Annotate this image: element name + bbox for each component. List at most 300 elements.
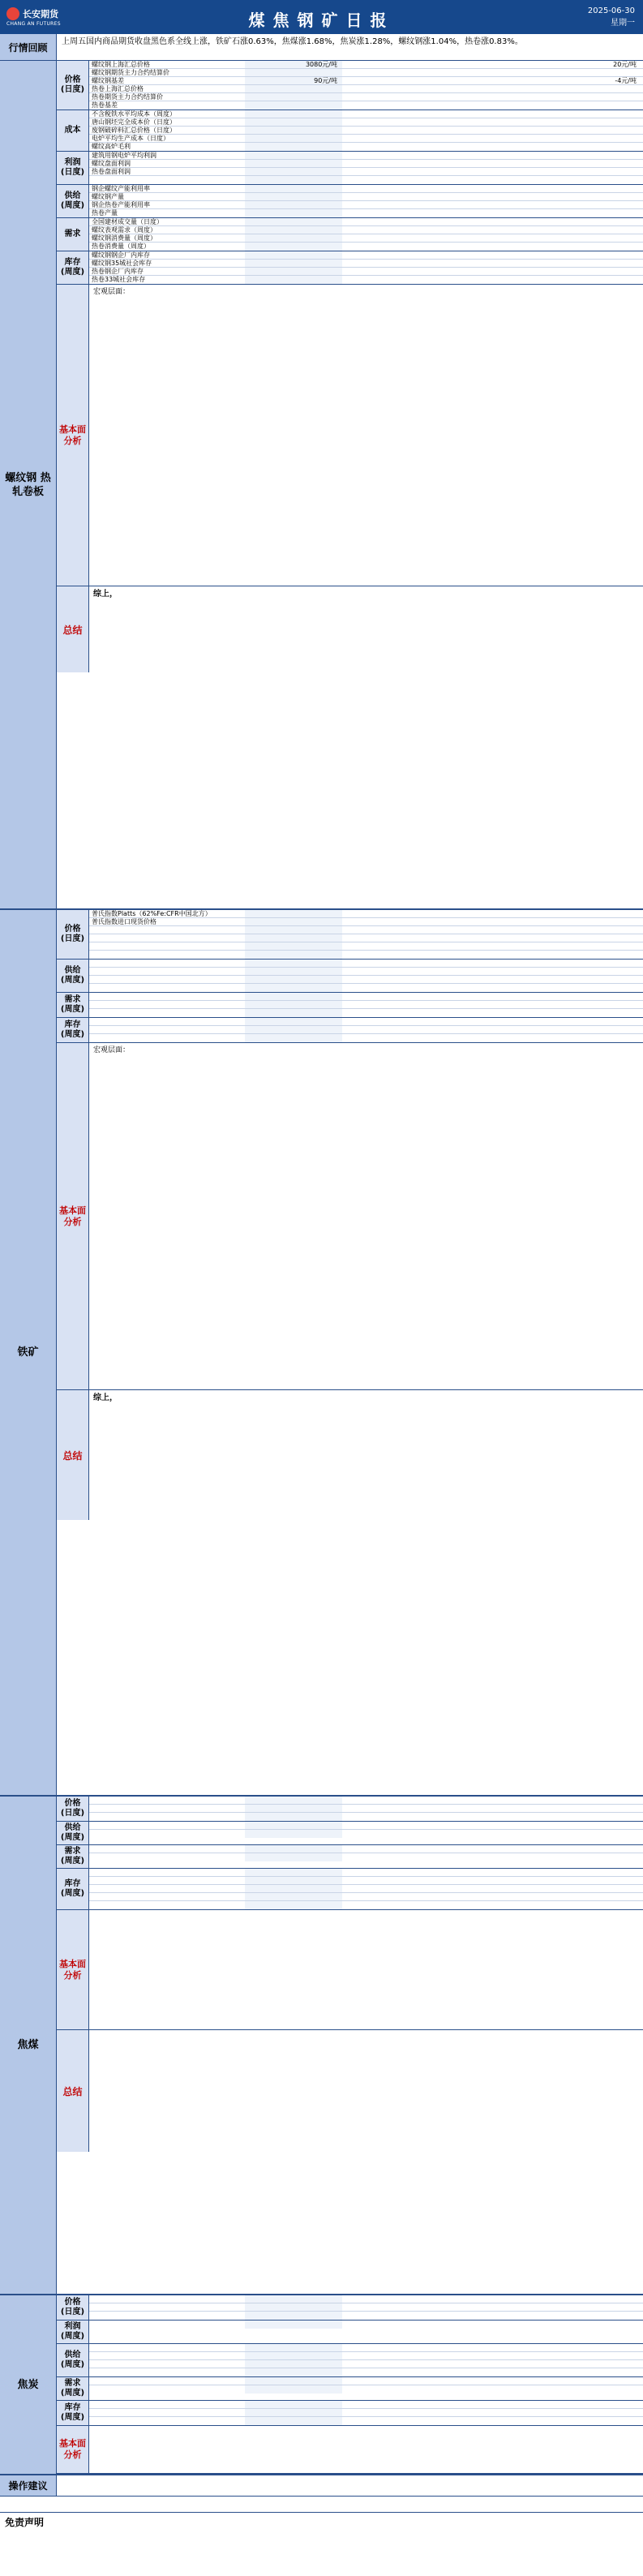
- indicator-name: [89, 2377, 245, 2385]
- indicator-name: [89, 960, 245, 967]
- indicator-change: [436, 984, 643, 992]
- indicator-change: [436, 218, 643, 225]
- indicator-change: [436, 1805, 643, 1812]
- indicator-row: [89, 942, 643, 951]
- indicator-row: [89, 193, 643, 201]
- group-category: 需求 (周度): [57, 1845, 89, 1868]
- indicator-group: [57, 1797, 643, 1822]
- analysis-label: 基本面 分析: [57, 285, 89, 586]
- indicator-trend: [342, 201, 436, 208]
- indicator-row: [89, 152, 643, 160]
- indicator-value: [245, 984, 342, 992]
- indicator-value: [245, 201, 342, 208]
- indicator-row: [89, 918, 643, 926]
- indicator-change: [436, 2295, 643, 2303]
- indicator-row: [89, 1901, 643, 1909]
- indicator-row: [89, 960, 643, 968]
- indicator-trend: [342, 1869, 436, 1876]
- analysis-label: 基本面 分析: [57, 1910, 89, 2029]
- indicator-change: [436, 1869, 643, 1876]
- indicator-trend: [342, 234, 436, 242]
- indicator-change: [436, 1813, 643, 1821]
- operation-advice: [0, 2475, 643, 2497]
- indicator-name: 钢企螺纹产能利用率: [92, 185, 150, 192]
- indicator-name: [89, 1797, 245, 1804]
- indicator-change: [436, 243, 643, 251]
- indicator-name: [89, 984, 245, 992]
- indicator-group: [57, 1869, 643, 1910]
- indicator-value: [245, 942, 342, 950]
- indicator-value: [245, 1822, 342, 1829]
- indicator-name: [89, 1034, 245, 1042]
- indicator-change: [436, 1009, 643, 1017]
- indicator-row: [89, 993, 643, 1001]
- indicator-value: [245, 1797, 342, 1804]
- group-category: 价格 (日度): [57, 61, 89, 109]
- indicator-row: [89, 143, 643, 151]
- indicator-trend: [342, 1805, 436, 1812]
- indicator-group: [57, 2401, 643, 2426]
- indicator-value: [245, 218, 342, 225]
- indicator-row: [89, 2401, 643, 2409]
- group-category: 需求 (周度): [57, 2377, 89, 2400]
- indicator-name: [89, 976, 245, 983]
- group-category: 供给 (周度): [57, 1822, 89, 1844]
- indicator-value: [245, 1813, 342, 1821]
- indicator-trend: [342, 1877, 436, 1884]
- indicator-value: [245, 976, 342, 983]
- indicator-value: [245, 176, 342, 184]
- advice-label: 操作建议: [0, 2475, 57, 2496]
- indicator-change: [436, 1853, 643, 1861]
- indicator-trend: [342, 218, 436, 225]
- indicator-trend: [342, 2377, 436, 2385]
- indicator-name: [89, 2385, 245, 2394]
- indicator-value: [245, 2360, 342, 2368]
- indicator-name: 热卷期货主力合约结算价: [92, 93, 163, 101]
- indicator-row: [89, 201, 643, 209]
- summary-label: 总结: [57, 2030, 89, 2152]
- indicator-row: [89, 1813, 643, 1821]
- indicator-trend: [342, 176, 436, 184]
- indicator-trend: [342, 2321, 436, 2329]
- indicator-name: [89, 1853, 245, 1861]
- indicator-trend: [342, 168, 436, 175]
- indicator-value: 90元/吨: [245, 77, 342, 84]
- indicator-value: [245, 1026, 342, 1033]
- indicator-value: [245, 910, 342, 917]
- indicator-name: 不含税铁水平均成本（周度）: [92, 110, 176, 118]
- fundamental-analysis: [57, 1910, 643, 2030]
- indicator-row: [89, 1830, 643, 1838]
- indicator-change: [436, 260, 643, 267]
- indicator-row: [89, 2368, 643, 2376]
- indicator-change: [436, 910, 643, 917]
- indicator-trend: [342, 1830, 436, 1838]
- indicator-change: [436, 143, 643, 151]
- indicator-value: [245, 2321, 342, 2329]
- indicator-value: [245, 209, 342, 217]
- indicator-row: [89, 251, 643, 260]
- indicator-name: 电炉平均生产成本（日度）: [92, 135, 169, 142]
- indicator-change: [436, 2417, 643, 2425]
- indicator-name: [89, 1018, 245, 1025]
- indicator-row: [89, 951, 643, 959]
- indicator-row: [89, 934, 643, 942]
- indicator-trend: [342, 984, 436, 992]
- analysis-label: 基本面 分析: [57, 2426, 89, 2473]
- indicator-name: 热卷基差: [92, 101, 118, 109]
- indicator-value: [245, 168, 342, 175]
- indicator-row: [89, 69, 643, 77]
- indicator-trend: [342, 1853, 436, 1861]
- indicator-change: [436, 1901, 643, 1909]
- indicator-row: [89, 1869, 643, 1877]
- indicator-value: [245, 2344, 342, 2351]
- indicator-value: [245, 2377, 342, 2385]
- indicator-change: [436, 127, 643, 134]
- indicator-value: [245, 268, 342, 275]
- indicator-trend: [342, 2352, 436, 2359]
- indicator-trend: [342, 926, 436, 934]
- logo-mark-icon: [6, 7, 19, 20]
- indicator-change: [436, 2409, 643, 2416]
- group-category: 库存 (周度): [57, 2401, 89, 2425]
- indicator-row: [89, 1026, 643, 1034]
- indicator-trend: [342, 2344, 436, 2351]
- indicator-change: [436, 951, 643, 959]
- summary-text: 综上，: [93, 590, 118, 599]
- indicator-value: [245, 2401, 342, 2408]
- group-category: 价格 (日度): [57, 910, 89, 959]
- indicator-value: [245, 951, 342, 959]
- indicator-change: [436, 85, 643, 92]
- indicator-value: [245, 69, 342, 76]
- indicator-row: [89, 2352, 643, 2360]
- indicator-row: [89, 2360, 643, 2368]
- indicator-row: [89, 260, 643, 268]
- indicator-trend: [342, 2303, 436, 2311]
- indicator-value: [245, 1018, 342, 1025]
- indicator-value: [245, 152, 342, 159]
- section-coke: [0, 2295, 643, 2475]
- indicator-row: [89, 234, 643, 243]
- indicator-name: 唐山钢坯完全成本价（日度）: [92, 118, 176, 126]
- indicator-name: [89, 1026, 245, 1033]
- indicator-value: [245, 2295, 342, 2303]
- indicator-trend: [342, 951, 436, 959]
- indicator-trend: [342, 77, 436, 84]
- indicator-row: [89, 110, 643, 118]
- indicator-change: [436, 2360, 643, 2368]
- report-header: [0, 0, 643, 34]
- indicator-change: [436, 268, 643, 275]
- indicator-change: [436, 201, 643, 208]
- indicator-name: [89, 2321, 245, 2329]
- indicator-value: [245, 2385, 342, 2394]
- indicator-change: [436, 1034, 643, 1042]
- indicator-row: [89, 2409, 643, 2417]
- indicator-group: [57, 1018, 643, 1043]
- indicator-change: [436, 942, 643, 950]
- indicator-name: [89, 1830, 245, 1838]
- review-label: 行情回顾: [0, 34, 57, 60]
- indicator-name: 建筑用钢电炉平均利润: [92, 152, 156, 159]
- indicator-name: 热卷上海汇总价格: [92, 85, 144, 92]
- review-text: 上周五国内商品期货收盘黑色系全线上涨，铁矿石涨0.63%，焦煤涨1.68%，焦炭涨1.28%，螺纹钢涨1.04%，热卷涨0.83%。: [62, 37, 523, 46]
- indicator-value: [245, 1901, 342, 1909]
- indicator-name: [89, 1813, 245, 1821]
- indicator-name: 螺纹钢消费量（周度）: [92, 234, 156, 242]
- indicator-name: 螺纹钢35城社会库存: [92, 260, 152, 267]
- indicator-name: 螺纹表观需求（周度）: [92, 226, 156, 234]
- indicator-name: 热卷产量: [92, 209, 118, 217]
- indicator-row: [89, 2312, 643, 2320]
- indicator-change: [436, 110, 643, 118]
- indicator-trend: [342, 942, 436, 950]
- indicator-change: [436, 2377, 643, 2385]
- indicator-group: [57, 110, 643, 152]
- indicator-row: [89, 1001, 643, 1009]
- fundamental-analysis: [57, 285, 643, 586]
- indicator-row: [89, 77, 643, 85]
- indicator-row: [89, 243, 643, 251]
- indicator-value: [245, 135, 342, 142]
- indicator-row: [89, 209, 643, 217]
- indicator-trend: [342, 918, 436, 925]
- indicator-name: 螺纹钢钢企厂内库存: [92, 251, 150, 259]
- indicator-change: [436, 152, 643, 159]
- indicator-value: [245, 2409, 342, 2416]
- indicator-trend: [342, 1009, 436, 1017]
- indicator-name: [89, 968, 245, 975]
- indicator-name: 普氏指数进口现货价格: [92, 918, 156, 925]
- indicator-trend: [342, 1797, 436, 1804]
- indicator-trend: [342, 1901, 436, 1909]
- group-category: 供给 (周度): [57, 2344, 89, 2376]
- indicator-value: [245, 118, 342, 126]
- analysis-text: [89, 1910, 643, 2029]
- indicator-name: 螺纹钢基差: [92, 77, 124, 84]
- indicator-change: [436, 2352, 643, 2359]
- indicator-trend: [342, 1845, 436, 1853]
- indicator-value: [245, 185, 342, 192]
- indicator-row: [89, 118, 643, 127]
- indicator-group: [57, 218, 643, 251]
- indicator-change: [436, 209, 643, 217]
- indicator-change: [436, 93, 643, 101]
- indicator-change: [436, 193, 643, 200]
- indicator-row: [89, 2321, 643, 2329]
- indicator-trend: [342, 1822, 436, 1829]
- indicator-group: [57, 185, 643, 218]
- indicator-group: [57, 2377, 643, 2401]
- indicator-trend: [342, 110, 436, 118]
- indicator-row: [89, 2303, 643, 2312]
- summary-label: 总结: [57, 1390, 89, 1520]
- indicator-trend: [342, 2295, 436, 2303]
- market-review: [0, 34, 643, 61]
- section-summary: [57, 586, 643, 672]
- indicator-change: 20元/吨: [613, 61, 637, 68]
- indicator-name: [89, 2368, 245, 2376]
- indicator-name: 热卷33城社会库存: [92, 276, 146, 283]
- indicator-change: [436, 1830, 643, 1838]
- indicator-trend: [342, 143, 436, 151]
- indicator-row: [89, 1885, 643, 1893]
- indicator-trend: [342, 193, 436, 200]
- indicator-value: [245, 243, 342, 251]
- indicator-name: 螺纹钢上海汇总价格: [92, 61, 150, 68]
- indicator-name: [89, 926, 245, 934]
- indicator-name: [89, 1845, 245, 1853]
- indicator-name: [89, 2295, 245, 2303]
- indicator-change: [436, 976, 643, 983]
- indicator-row: [89, 168, 643, 176]
- indicator-value: [245, 1877, 342, 1884]
- commodity-sections: [0, 61, 643, 2475]
- indicator-value: [245, 1001, 342, 1008]
- indicator-name: [89, 1877, 245, 1884]
- section-title: 焦煤: [0, 1797, 57, 2294]
- indicator-row: [89, 1845, 643, 1853]
- indicator-value: [245, 1853, 342, 1861]
- indicator-value: [245, 110, 342, 118]
- indicator-name: [89, 1805, 245, 1812]
- indicator-value: [245, 934, 342, 942]
- indicator-group: [57, 1822, 643, 1845]
- indicator-name: [89, 993, 245, 1000]
- indicator-value: [245, 1830, 342, 1838]
- indicator-row: [89, 1034, 643, 1042]
- indicator-row: [89, 93, 643, 101]
- indicator-name: [89, 1009, 245, 1017]
- company-name-cn: 长安期货: [23, 9, 58, 19]
- indicator-name: [89, 1869, 245, 1876]
- indicator-name: 热卷盘面利润: [92, 168, 131, 175]
- indicator-change: [436, 251, 643, 259]
- indicator-value: [245, 226, 342, 234]
- group-category: 需求 (周度): [57, 993, 89, 1017]
- indicator-row: [89, 2385, 643, 2394]
- indicator-trend: [342, 1018, 436, 1025]
- indicator-trend: [342, 93, 436, 101]
- indicator-trend: [342, 960, 436, 967]
- indicator-trend: [342, 276, 436, 284]
- group-category: 供给 (周度): [57, 185, 89, 217]
- indicator-value: [245, 993, 342, 1000]
- indicator-value: [245, 918, 342, 925]
- indicator-change: [436, 918, 643, 925]
- section-summary: [57, 2030, 643, 2152]
- indicator-value: [245, 1869, 342, 1876]
- indicator-trend: [342, 2385, 436, 2394]
- indicator-name: [89, 2417, 245, 2425]
- indicator-row: [89, 276, 643, 284]
- indicator-name: [89, 1893, 245, 1900]
- summary-label: 总结: [57, 586, 89, 672]
- indicator-row: [89, 1877, 643, 1885]
- indicator-change: [436, 1822, 643, 1829]
- indicator-value: [245, 2303, 342, 2311]
- indicator-trend: [342, 268, 436, 275]
- indicator-trend: [342, 260, 436, 267]
- indicator-change: [436, 1885, 643, 1892]
- indicator-name: 普氏指数Platts（62%Fe:CFR中国北方）: [92, 910, 212, 917]
- indicator-trend: [342, 1034, 436, 1042]
- indicator-trend: [342, 101, 436, 109]
- indicator-change: [436, 2303, 643, 2311]
- indicator-trend: [342, 127, 436, 134]
- indicator-name: [89, 2312, 245, 2320]
- indicator-row: [89, 127, 643, 135]
- indicator-value: [245, 2417, 342, 2425]
- indicator-change: [436, 1893, 643, 1900]
- indicator-name: 全国建材成交量（日度）: [92, 218, 163, 225]
- indicator-name: [89, 2360, 245, 2368]
- indicator-change: [436, 2321, 643, 2329]
- indicator-name: [89, 934, 245, 942]
- section-title: 螺纹钢 热轧卷板: [0, 61, 57, 908]
- indicator-row: [89, 1018, 643, 1026]
- indicator-row: [89, 135, 643, 143]
- indicator-trend: [342, 85, 436, 92]
- indicator-value: [245, 127, 342, 134]
- group-category: 利润 (周度): [57, 2321, 89, 2343]
- indicator-change: [436, 69, 643, 76]
- group-category: 库存 (周度): [57, 1018, 89, 1042]
- indicator-change: [436, 135, 643, 142]
- indicator-trend: [342, 976, 436, 983]
- indicator-value: [245, 2352, 342, 2359]
- indicator-value: [245, 1034, 342, 1042]
- section-rebar: [0, 61, 643, 910]
- indicator-group: [57, 960, 643, 993]
- indicator-trend: [342, 251, 436, 259]
- section-ore: [0, 910, 643, 1797]
- indicator-row: [89, 1853, 643, 1861]
- indicator-group: [57, 152, 643, 185]
- indicator-row: [89, 1009, 643, 1017]
- indicator-trend: [342, 185, 436, 192]
- indicator-change: [436, 993, 643, 1000]
- indicator-change: [436, 1797, 643, 1804]
- indicator-value: [245, 960, 342, 967]
- indicator-trend: [342, 2409, 436, 2416]
- section-summary: [57, 1390, 643, 1520]
- indicator-change: [436, 234, 643, 242]
- group-category: 价格 (日度): [57, 1797, 89, 1821]
- indicator-name: [89, 2401, 245, 2408]
- indicator-group: [57, 993, 643, 1018]
- group-category: 需求: [57, 218, 89, 251]
- analysis-text: 宏观层面：: [93, 1046, 131, 1054]
- indicator-name: 螺纹钢产量: [92, 193, 124, 200]
- indicator-trend: [342, 2401, 436, 2408]
- indicator-trend: [342, 243, 436, 251]
- indicator-trend: [342, 2360, 436, 2368]
- indicator-row: [89, 268, 643, 276]
- indicator-change: [436, 2344, 643, 2351]
- indicator-change: [436, 2312, 643, 2320]
- indicator-row: [89, 2377, 643, 2385]
- indicator-row: [89, 226, 643, 234]
- indicator-group: [57, 2295, 643, 2321]
- indicator-name: 热卷消费量（周度）: [92, 243, 150, 250]
- advice-text: [57, 2475, 643, 2496]
- indicator-value: [245, 1885, 342, 1892]
- indicator-trend: [342, 1893, 436, 1900]
